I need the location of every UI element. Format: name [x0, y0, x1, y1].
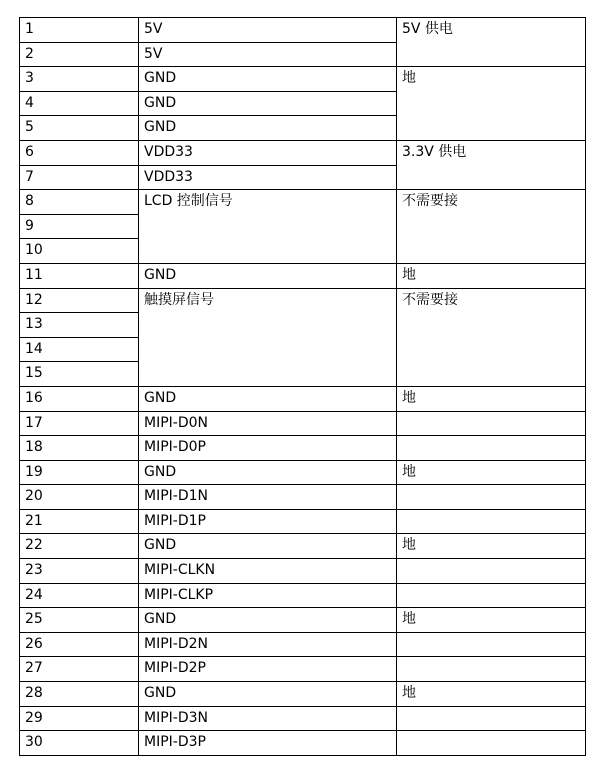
- pin-number-cell: 21: [20, 509, 139, 534]
- pin-number-cell: 11: [20, 263, 139, 288]
- description-cell: [397, 657, 586, 682]
- description-cell: 5V 供电: [397, 18, 586, 67]
- pin-number-cell: 22: [20, 534, 139, 559]
- signal-name-cell: GND: [139, 534, 397, 559]
- signal-name-cell: LCD 控制信号: [139, 190, 397, 264]
- pin-number-cell: 9: [20, 214, 139, 239]
- pin-number-cell: 15: [20, 362, 139, 387]
- signal-name-cell: MIPI-D3P: [139, 731, 397, 756]
- table-row: [20, 485, 586, 510]
- signal-name-cell: MIPI-D3N: [139, 706, 397, 731]
- signal-name-cell: GND: [139, 682, 397, 707]
- pin-number-cell: 27: [20, 657, 139, 682]
- description-cell: 地: [397, 386, 586, 411]
- description-cell: [397, 436, 586, 461]
- description-cell: 不需要接: [397, 288, 586, 386]
- description-cell: 不需要接: [397, 190, 586, 264]
- description-cell: 地: [397, 608, 586, 633]
- pin-number-cell: 12: [20, 288, 139, 313]
- pin-number-cell: 8: [20, 190, 139, 215]
- pin-number-cell: 18: [20, 436, 139, 461]
- table-row: [20, 509, 586, 534]
- table-row: [20, 559, 586, 584]
- table-row: [20, 731, 586, 756]
- pin-number-cell: 29: [20, 706, 139, 731]
- table-row: [20, 583, 586, 608]
- pin-number-cell: 10: [20, 239, 139, 264]
- pin-number-cell: 14: [20, 337, 139, 362]
- description-cell: 地: [397, 682, 586, 707]
- pin-table-body: [20, 18, 586, 756]
- signal-name-cell: MIPI-D2P: [139, 657, 397, 682]
- description-cell: [397, 485, 586, 510]
- signal-name-cell: MIPI-CLKN: [139, 559, 397, 584]
- description-cell: [397, 509, 586, 534]
- pin-number-cell: 6: [20, 140, 139, 165]
- table-row: [20, 263, 586, 288]
- description-cell: [397, 411, 586, 436]
- signal-name-cell: GND: [139, 263, 397, 288]
- description-cell: [397, 559, 586, 584]
- signal-name-cell: GND: [139, 460, 397, 485]
- table-row: [20, 67, 586, 92]
- pin-number-cell: 5: [20, 116, 139, 141]
- pin-number-cell: 23: [20, 559, 139, 584]
- pin-number-cell: 2: [20, 42, 139, 67]
- signal-name-cell: GND: [139, 91, 397, 116]
- signal-name-cell: GND: [139, 608, 397, 633]
- table-row: [20, 657, 586, 682]
- signal-name-cell: MIPI-D0N: [139, 411, 397, 436]
- pin-number-cell: 25: [20, 608, 139, 633]
- table-row: [20, 682, 586, 707]
- pin-number-cell: 1: [20, 18, 139, 43]
- description-cell: 地: [397, 534, 586, 559]
- description-cell: [397, 731, 586, 756]
- pin-number-cell: 17: [20, 411, 139, 436]
- pin-definition-table: [19, 17, 586, 756]
- signal-name-cell: MIPI-D2N: [139, 632, 397, 657]
- pin-number-cell: 26: [20, 632, 139, 657]
- pin-number-cell: 20: [20, 485, 139, 510]
- pin-number-cell: 19: [20, 460, 139, 485]
- pin-number-cell: 24: [20, 583, 139, 608]
- table-row: [20, 18, 586, 43]
- description-cell: 地: [397, 263, 586, 288]
- table-row: [20, 436, 586, 461]
- description-cell: 地: [397, 67, 586, 141]
- table-row: [20, 706, 586, 731]
- pin-number-cell: 30: [20, 731, 139, 756]
- table-row: [20, 190, 586, 215]
- table-row: [20, 386, 586, 411]
- pin-number-cell: 16: [20, 386, 139, 411]
- pin-number-cell: 28: [20, 682, 139, 707]
- signal-name-cell: VDD33: [139, 140, 397, 165]
- description-cell: [397, 583, 586, 608]
- table-row: [20, 140, 586, 165]
- pin-number-cell: 4: [20, 91, 139, 116]
- signal-name-cell: 5V: [139, 18, 397, 43]
- description-cell: [397, 632, 586, 657]
- signal-name-cell: MIPI-D1P: [139, 509, 397, 534]
- signal-name-cell: VDD33: [139, 165, 397, 190]
- signal-name-cell: GND: [139, 67, 397, 92]
- signal-name-cell: GND: [139, 116, 397, 141]
- table-row: [20, 632, 586, 657]
- description-cell: [397, 706, 586, 731]
- signal-name-cell: MIPI-D0P: [139, 436, 397, 461]
- table-row: [20, 608, 586, 633]
- table-row: [20, 288, 586, 313]
- pin-number-cell: 3: [20, 67, 139, 92]
- pin-number-cell: 13: [20, 313, 139, 338]
- signal-name-cell: GND: [139, 386, 397, 411]
- table-row: [20, 460, 586, 485]
- signal-name-cell: 触摸屏信号: [139, 288, 397, 386]
- table-row: [20, 534, 586, 559]
- signal-name-cell: MIPI-CLKP: [139, 583, 397, 608]
- description-cell: 3.3V 供电: [397, 140, 586, 189]
- description-cell: 地: [397, 460, 586, 485]
- pin-number-cell: 7: [20, 165, 139, 190]
- signal-name-cell: 5V: [139, 42, 397, 67]
- signal-name-cell: MIPI-D1N: [139, 485, 397, 510]
- table-row: [20, 411, 586, 436]
